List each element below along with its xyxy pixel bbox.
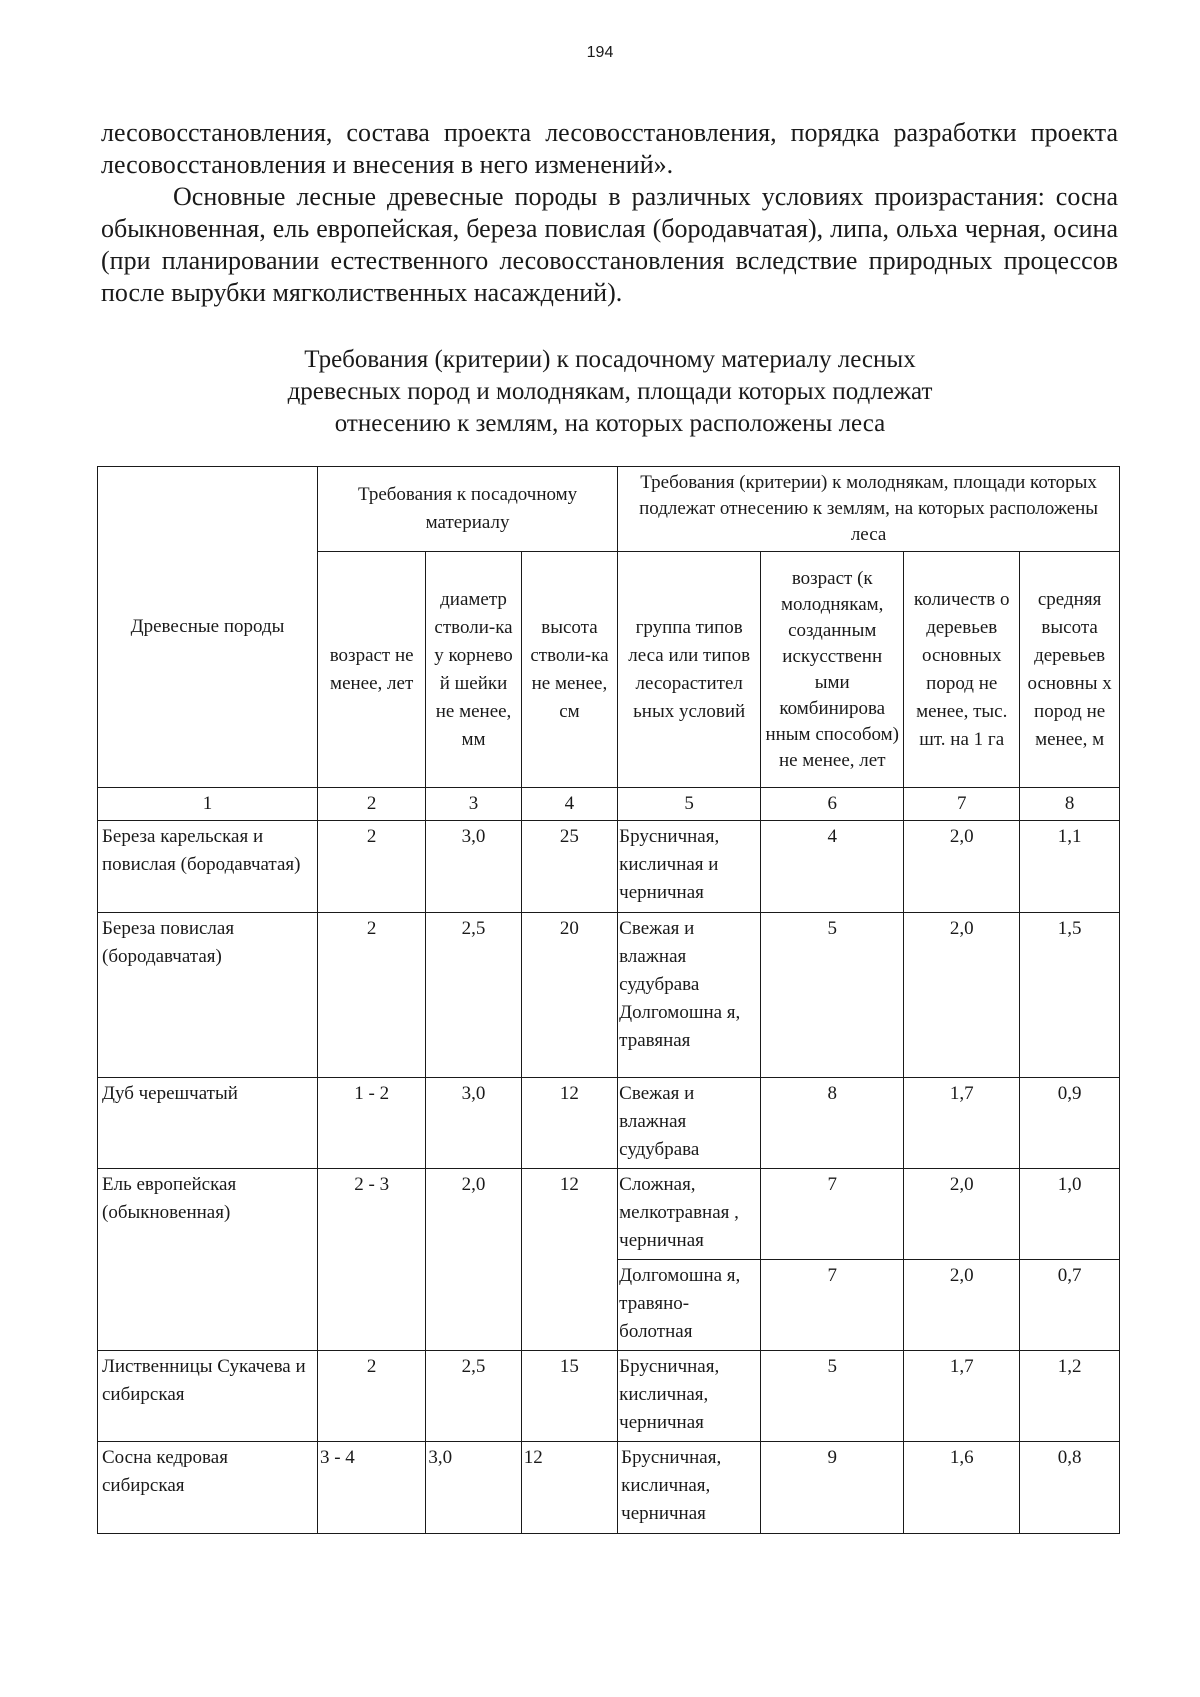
tree-count-cell: 2,0: [904, 1260, 1020, 1351]
table-row: [98, 1078, 1120, 1169]
tree-count-cell: 1,7: [904, 1351, 1020, 1442]
height-cell: 12: [521, 1078, 617, 1169]
requirements-table: [97, 466, 1120, 1534]
young-stand-age-cell: 8: [761, 1078, 904, 1169]
intro-paragraph-1: лесовосстановления, состава проекта лесовосстановления, порядка разработки проекта лесовосстановления и внесения в него изменений».: [101, 118, 1118, 179]
table-title-line-1: Требования (критерии) к посадочному материалу лесных: [304, 346, 916, 373]
forest-type-cell: Долгомошна я, травяно-болотная: [618, 1260, 761, 1351]
forest-type-cell: Свежая и влажная судубрава: [618, 1078, 761, 1169]
height-cell: 20: [521, 913, 617, 1078]
column-number: 8: [1020, 788, 1120, 821]
average-height-cell: 1,1: [1020, 821, 1120, 913]
table-row: [98, 1442, 1120, 1534]
column-number: 3: [426, 788, 521, 821]
seedling-age-cell: 1 - 2: [317, 1078, 425, 1169]
tree-count-cell: 1,6: [904, 1442, 1020, 1534]
species-cell: Береза карельская и повислая (бородавчатая): [98, 821, 318, 913]
average-height-cell: 0,7: [1020, 1260, 1120, 1351]
seedling-age-cell: 2 - 3: [317, 1169, 425, 1351]
table-header-row-1: [98, 467, 1120, 552]
average-height-cell: 1,2: [1020, 1351, 1120, 1442]
header-species: Древесные породы: [98, 467, 318, 788]
header-root-collar-diameter: диаметр стволи-ка у корнево й шейки не менее, мм: [426, 552, 521, 788]
column-number: 7: [904, 788, 1020, 821]
young-stand-age-cell: 5: [761, 913, 904, 1078]
column-number: 6: [761, 788, 904, 821]
species-cell: Лиственницы Сукачева и сибирская: [98, 1351, 318, 1442]
header-seedling-height: высота стволи-ка не менее, см: [521, 552, 617, 788]
forest-type-cell: Сложная, мелкотравная , черничная: [618, 1169, 761, 1260]
header-tree-count: количеств о деревьев основных пород не менее, тыс. шт. на 1 га: [904, 552, 1020, 788]
column-number: 2: [317, 788, 425, 821]
tree-count-cell: 2,0: [904, 913, 1020, 1078]
forest-type-cell: Брусничная, кисличная и черничная: [618, 821, 761, 913]
table-title: [200, 344, 1020, 440]
seedling-age-cell: 2: [317, 821, 425, 913]
diameter-cell: 3,0: [426, 1078, 521, 1169]
column-number: 1: [98, 788, 318, 821]
young-stand-age-cell: 9: [761, 1442, 904, 1534]
table-title-line-2: древесных пород и молоднякам, площади которых подлежат: [287, 378, 933, 405]
table-row: [98, 1169, 1120, 1260]
column-number-row: [98, 788, 1120, 821]
average-height-cell: 0,9: [1020, 1078, 1120, 1169]
average-height-cell: 1,5: [1020, 913, 1120, 1078]
header-forest-type-group: группа типов леса или типов лесорастител ьных условий: [618, 552, 761, 788]
height-cell: 25: [521, 821, 617, 913]
table-row: [98, 913, 1120, 1078]
species-cell: Сосна кедровая сибирская: [98, 1442, 318, 1534]
height-cell: 12: [521, 1442, 617, 1534]
seedling-age-cell: 3 - 4: [317, 1442, 425, 1534]
average-height-cell: 0,8: [1020, 1442, 1120, 1534]
table-row: [98, 1351, 1120, 1442]
tree-count-cell: 2,0: [904, 821, 1020, 913]
average-height-cell: 1,0: [1020, 1169, 1120, 1260]
young-stand-age-cell: 5: [761, 1351, 904, 1442]
diameter-cell: 2,5: [426, 913, 521, 1078]
forest-type-cell: Свежая и влажная судубрава Долгомошна я, травяная: [618, 913, 761, 1078]
forest-type-cell: Брусничная, кисличная, черничная: [618, 1442, 761, 1534]
column-number: 5: [618, 788, 761, 821]
tree-count-cell: 1,7: [904, 1078, 1020, 1169]
height-cell: 15: [521, 1351, 617, 1442]
seedling-age-cell: 2: [317, 913, 425, 1078]
diameter-cell: 2,5: [426, 1351, 521, 1442]
forest-type-cell: Брусничная, кисличная, черничная: [618, 1351, 761, 1442]
seedling-age-cell: 2: [317, 1351, 425, 1442]
young-stand-age-cell: 4: [761, 821, 904, 913]
header-seedling-age: возраст не менее, лет: [317, 552, 425, 788]
intro-paragraph-2: Основные лесные древесные породы в различных условиях произрастания: сосна обыкновенная, ель европейская, береза повислая (бородавчатая), липа, ольха черная, осина (при планировании естественного лесовосстановления вследствие природных процессов после вырубки мягколиственных насаждений).: [101, 182, 1118, 307]
column-number: 4: [521, 788, 617, 821]
tree-count-cell: 2,0: [904, 1169, 1020, 1260]
young-stand-age-cell: 7: [761, 1260, 904, 1351]
table-row: [98, 821, 1120, 913]
species-cell: Береза повислая (бородавчатая): [98, 913, 318, 1078]
header-planting-material: Требования к посадочному материалу: [317, 467, 617, 552]
table-title-line-3: отнесению к землям, на которых расположены леса: [334, 410, 886, 437]
diameter-cell: 3,0: [426, 821, 521, 913]
intro-text: [101, 117, 1118, 309]
header-average-height: средняя высота деревьев основны х пород не менее, м: [1020, 552, 1120, 788]
species-cell: Дуб черешчатый: [98, 1078, 318, 1169]
diameter-cell: 3,0: [426, 1442, 521, 1534]
header-young-stands: Требования (критерии) к молоднякам, площади которых подлежат отнесению к землям, на которых расположены леса: [618, 467, 1120, 552]
page-number: 194: [586, 44, 614, 61]
diameter-cell: 2,0: [426, 1169, 521, 1351]
header-young-stand-age: возраст (к молоднякам, созданным искусственн ыми комбинирова нным способом) не менее, лет: [761, 552, 904, 788]
height-cell: 12: [521, 1169, 617, 1351]
young-stand-age-cell: 7: [761, 1169, 904, 1260]
species-cell: Ель европейская (обыкновенная): [98, 1169, 318, 1351]
